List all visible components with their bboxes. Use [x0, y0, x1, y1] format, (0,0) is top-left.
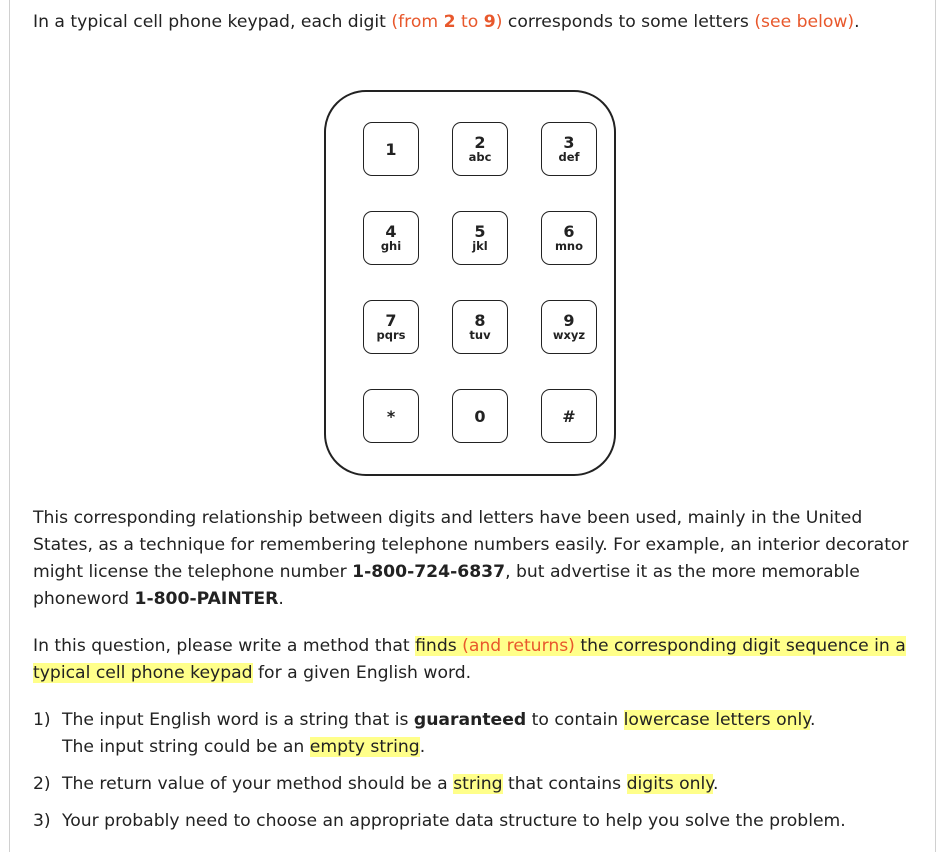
requirements-list [33, 707, 923, 845]
intro-paragraph: In a typical cell phone keypad, each digit (from 2 to 9) corresponds to some letters (see below). [33, 12, 860, 32]
key-0: 0 [452, 389, 508, 443]
list-item: 1) The input English word is a string that is guaranteed to contain lowercase letters only. The input string could be an empty string. [33, 710, 816, 757]
key-hash: # [541, 389, 597, 443]
intro-text: In a typical cell phone keypad, each digit [33, 12, 392, 32]
question-page [9, 0, 936, 852]
digit-range-note: (from 2 to 9) [391, 12, 503, 32]
list-item: 2) The return value of your method should be a string that contains digits only. [33, 774, 719, 794]
task-highlight: finds (and returns) the corresponding digit sequence in a typical cell phone keypad [33, 636, 906, 683]
key-8: 8 tuv [452, 300, 508, 354]
see-below-note: (see below) [754, 12, 855, 32]
key-6: 6 mno [541, 211, 597, 265]
key-2: 2 abc [452, 122, 508, 176]
key-5: 5 jkl [452, 211, 508, 265]
key-3: 3 def [541, 122, 597, 176]
key-1: 1 [363, 122, 419, 176]
task-paragraph: In this question, please write a method that finds (and returns) the corresponding digit sequence in a typical cell phone keypad for a given English word. [33, 636, 906, 683]
phone-number-example: 1-800-724-6837 [352, 562, 506, 582]
key-7: 7 pqrs [363, 300, 419, 354]
key-9: 9 wxyz [541, 300, 597, 354]
phone-keypad-illustration [324, 90, 616, 476]
key-star: * [363, 389, 419, 443]
phoneword-paragraph: This corresponding relationship between digits and letters have been used, mainly in the United States, as a technique for remembering telephone numbers easily. For example, an interior decorator might license the telephone number 1-800-724-6837, but advertise it as the more memorable phoneword 1-800-PAINTER. [33, 508, 909, 609]
phoneword-example: 1-800-PAINTER [134, 589, 279, 609]
list-item: 3) Your probably need to choose an appropriate data structure to help you solve the problem. [33, 811, 846, 831]
key-4: 4 ghi [363, 211, 419, 265]
